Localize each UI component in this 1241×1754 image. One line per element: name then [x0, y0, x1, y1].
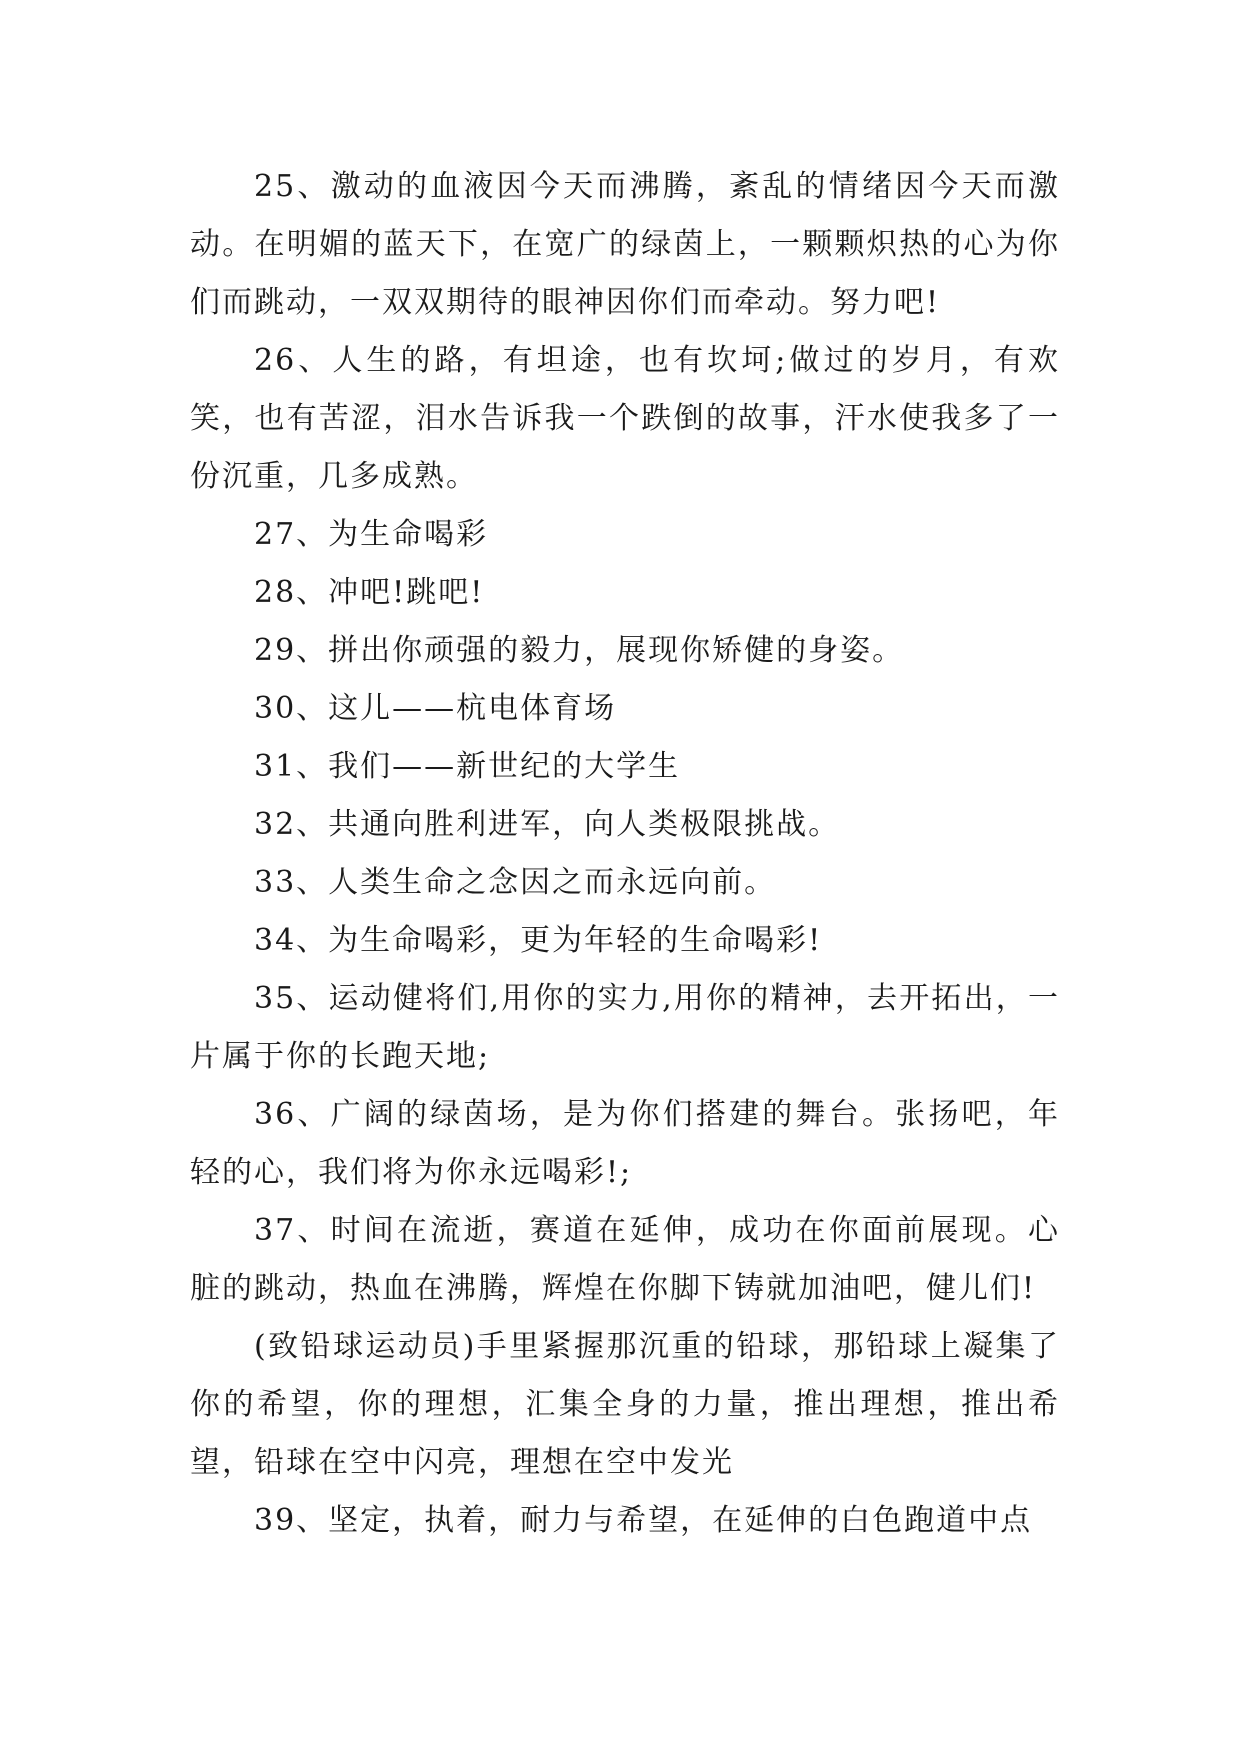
paragraph-39: 39、坚定，执着，耐力与希望，在延伸的白色跑道中点 — [254, 1503, 1033, 1538]
paragraph-37: 37、时间在流逝，赛道在延伸，成功在你面前展现。心脏的跳动，热血在沸腾，辉煌在你脚下铸就加油吧，健儿们! — [190, 1213, 1060, 1306]
paragraph-33: 33、人类生命之念因之而永远向前。 — [254, 865, 777, 900]
paragraph-30: 30、这儿——杭电体育场 — [254, 691, 617, 726]
paragraph-31: 31、我们——新世纪的大学生 — [254, 749, 681, 784]
paragraph-shot-put: (致铅球运动员)手里紧握那沉重的铅球，那铅球上凝集了你的希望，你的理想，汇集全身的力量，推出理想，推出希望，铅球在空中闪亮，理想在空中发光 — [190, 1329, 1060, 1480]
paragraph-28: 28、冲吧!跳吧! — [254, 575, 485, 610]
paragraph-29: 29、拼出你顽强的毅力，展现你矫健的身姿。 — [254, 633, 905, 668]
paragraph-27: 27、为生命喝彩 — [254, 517, 489, 552]
paragraph-25: 25、激动的血液因今天而沸腾，紊乱的情绪因今天而激动。在明媚的蓝天下，在宽广的绿茵上，一颗颗炽热的心为你们而跳动，一双双期待的眼神因你们而牵动。努力吧! — [190, 169, 1060, 320]
paragraph-36: 36、广阔的绿茵场，是为你们搭建的舞台。张扬吧，年轻的心，我们将为你永远喝彩!; — [190, 1097, 1060, 1190]
paragraph-35: 35、运动健将们,用你的实力,用你的精神，去开拓出，一片属于你的长跑天地; — [190, 981, 1060, 1074]
document-body — [190, 158, 1060, 1550]
paragraph-32: 32、共通向胜利进军，向人类极限挑战。 — [254, 807, 841, 842]
paragraph-34: 34、为生命喝彩，更为年轻的生命喝彩! — [254, 923, 823, 958]
paragraph-26: 26、人生的路，有坦途，也有坎坷;做过的岁月，有欢笑，也有苦涩，泪水告诉我一个跌倒的故事，汗水使我多了一份沉重，几多成熟。 — [190, 343, 1060, 494]
